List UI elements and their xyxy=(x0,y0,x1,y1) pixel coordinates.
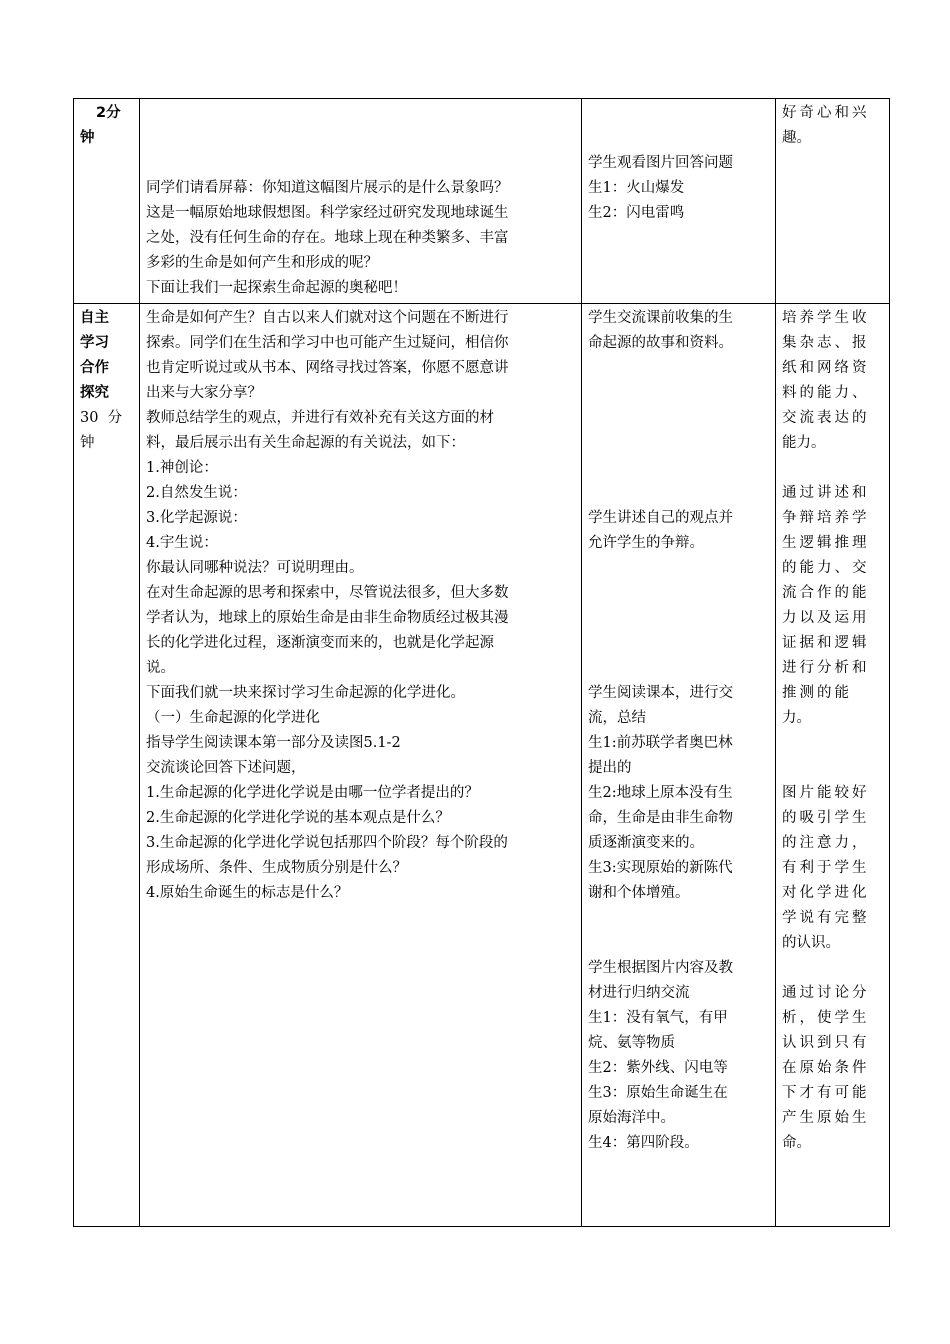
student-line: 烷、氨等物质 xyxy=(588,1035,675,1051)
question-item: 1.生命起源的化学进化学说是由哪一位学者提出的？ xyxy=(146,785,479,801)
stage-time-unit: 钟 xyxy=(80,435,95,451)
intent-group xyxy=(782,781,883,956)
intent-line: 下才有可能 xyxy=(782,1085,870,1101)
teacher-line: 之处，没有任何生命的存在。地球上现在种类繁多、丰富 xyxy=(146,230,509,246)
student-line: 生4：第四阶段。 xyxy=(588,1135,699,1151)
intent-line: 对化学进化 xyxy=(782,885,870,901)
question-item: 3.生命起源的化学进化学说包括那四个阶段？每个阶段的 xyxy=(146,835,508,851)
student-line: 生2:地球上原本没有生 xyxy=(588,785,733,801)
teacher-line: 指导学生阅读课本第一部分及读图5.1-2 xyxy=(146,735,401,751)
stage-label: 学习 xyxy=(80,335,109,351)
student-activity-cell xyxy=(582,99,776,304)
lesson-plan-table xyxy=(73,98,890,1227)
student-line: 生2：紫外线、闪电等 xyxy=(588,1060,728,1076)
student-activity-cell xyxy=(582,304,776,1227)
intent-line: 有利于学生 xyxy=(782,860,870,876)
teacher-line: 教师总结学生的观点，并进行有效补充有关这方面的材 xyxy=(146,410,494,426)
intent-line: 的能力、交 xyxy=(782,560,870,576)
intent-line: 在原始条件 xyxy=(782,1060,870,1076)
intent-group xyxy=(782,306,883,456)
student-line: 生1：火山爆发 xyxy=(588,180,685,196)
intent-line: 流合作的能 xyxy=(782,585,870,601)
intent-group xyxy=(782,981,883,1156)
intent-line: 趣。 xyxy=(782,130,811,146)
teacher-line: 同学们请看屏幕：你知道这幅图片展示的是什么景象吗？ xyxy=(146,180,509,196)
teacher-line: 4.宇生说： xyxy=(146,535,218,551)
teacher-line: 料，最后展示出有关生命起源的有关说法，如下： xyxy=(146,435,465,451)
question-item: 4.原始生命诞生的标志是什么？ xyxy=(146,885,349,901)
intent-line: 集杂志、报 xyxy=(782,335,870,351)
intent-line: 的认识。 xyxy=(782,935,840,951)
student-line: 学生观看图片回答问题 xyxy=(588,155,733,171)
stage-time: 30 分 xyxy=(80,410,123,426)
student-line: 学生交流课前收集的生 xyxy=(588,310,733,326)
intent-line: 的注意力， xyxy=(782,835,870,851)
student-line: 材进行归纳交流 xyxy=(588,985,690,1001)
intent-line: 力。 xyxy=(782,710,811,726)
student-line: 学生讲述自己的观点并 xyxy=(588,510,733,526)
student-line: 提出的 xyxy=(588,760,632,776)
intent-line: 学说有完整 xyxy=(782,910,870,926)
table-row-intro xyxy=(74,99,890,304)
student-line: 生3：原始生命诞生在 xyxy=(588,1085,728,1101)
design-intent-cell xyxy=(776,99,890,304)
intent-line: 能力。 xyxy=(782,435,826,451)
teacher-line: 生命是如何产生？自古以来人们就对这个问题在不断进行 xyxy=(146,310,509,326)
student-line: 谢和个体增殖。 xyxy=(588,885,690,901)
student-line: 生1:前苏联学者奥巴林 xyxy=(588,735,733,751)
student-line: 流，总结 xyxy=(588,710,646,726)
teacher-line: 也肯定听说过或从书本、网络寻找过答案，你愿不愿意讲 xyxy=(146,360,509,376)
teacher-line: 交流谈论回答下述问题， xyxy=(146,760,306,776)
student-line: 原始海洋中。 xyxy=(588,1110,675,1126)
intent-line: 认识到只有 xyxy=(782,1035,870,1051)
intent-line: 通过讨论分 xyxy=(782,985,870,1001)
stage-time: 2分 xyxy=(96,105,121,121)
teacher-line: 下面让我们一起探索生命起源的奥秘吧！ xyxy=(146,280,407,296)
intent-line: 争辩培养学 xyxy=(782,510,870,526)
intent-line: 好奇心和兴 xyxy=(782,105,870,121)
intent-line: 命。 xyxy=(782,1135,811,1151)
student-line: 学生根据图片内容及教 xyxy=(588,960,733,976)
student-group xyxy=(588,506,769,556)
table-row-explore xyxy=(74,304,890,1227)
teacher-line: 说。 xyxy=(146,660,175,676)
intent-group xyxy=(782,481,883,731)
intent-line: 纸和网络资 xyxy=(782,360,870,376)
intent-line: 图片能较好 xyxy=(782,785,870,801)
student-line: 生2：闪电雷鸣 xyxy=(588,205,685,221)
question-item: 2.生命起源的化学进化学说的基本观点是什么？ xyxy=(146,810,450,826)
teacher-line: 出来与大家分享？ xyxy=(146,385,262,401)
teacher-line: 下面我们就一块来探讨学习生命起源的化学进化。 xyxy=(146,685,465,701)
teacher-line: 学者认为，地球上的原始生命是由非生命物质经过极其漫 xyxy=(146,610,509,626)
intent-line: 析，使学生 xyxy=(782,1010,870,1026)
student-line: 质逐渐演变来的。 xyxy=(588,835,704,851)
student-group xyxy=(588,306,769,356)
teacher-line: 这是一幅原始地球假想图。科学家经过研究发现地球诞生 xyxy=(146,205,509,221)
intent-line: 产生原始生 xyxy=(782,1110,870,1126)
section-heading: （一）生命起源的化学进化 xyxy=(146,710,320,726)
student-line: 学生阅读课本，进行交 xyxy=(588,685,733,701)
student-group xyxy=(588,956,769,1156)
teacher-line: 探索。同学们在生活和学习中也可能产生过疑问，相信你 xyxy=(146,335,509,351)
teacher-line: 3.化学起源说： xyxy=(146,510,247,526)
question-item: 形成场所、条件、生成物质分别是什么？ xyxy=(146,860,407,876)
intent-line: 生逻辑推理 xyxy=(782,535,870,551)
teacher-line: 你最认同哪种说法？可说明理由。 xyxy=(146,560,364,576)
student-group xyxy=(588,681,769,906)
intent-line: 力以及运用 xyxy=(782,610,870,626)
intent-line: 证据和逻辑 xyxy=(782,635,870,651)
stage-cell xyxy=(74,99,140,304)
teacher-activity-cell xyxy=(140,99,582,304)
intent-line: 通过讲述和 xyxy=(782,485,870,501)
teacher-line: 在对生命起源的思考和探索中，尽管说法很多，但大多数 xyxy=(146,585,509,601)
teacher-line: 1.神创论： xyxy=(146,460,218,476)
stage-time-unit: 钟 xyxy=(80,130,95,146)
design-intent-cell xyxy=(776,304,890,1227)
teacher-line: 2.自然发生说： xyxy=(146,485,247,501)
student-line: 命起源的故事和资料。 xyxy=(588,335,733,351)
stage-label: 合作 xyxy=(80,360,109,376)
teacher-line: 长的化学进化过程，逐渐演变而来的，也就是化学起源 xyxy=(146,635,494,651)
intent-line: 进行分析和 xyxy=(782,660,870,676)
intent-line: 交流表达的 xyxy=(782,410,870,426)
intent-line: 培养学生收 xyxy=(782,310,870,326)
intent-line: 料的能力、 xyxy=(782,385,870,401)
teacher-line: 多彩的生命是如何产生和形成的呢？ xyxy=(146,255,378,271)
intent-line: 推测的能 xyxy=(782,685,852,701)
stage-cell xyxy=(74,304,140,1227)
stage-label: 自主 xyxy=(80,310,109,326)
student-line: 生3:实现原始的新陈代 xyxy=(588,860,733,876)
student-line: 命，生命是由非生命物 xyxy=(588,810,733,826)
student-line: 允许学生的争辩。 xyxy=(588,535,704,551)
student-line: 生1：没有氧气，有甲 xyxy=(588,1010,728,1026)
intent-line: 的吸引学生 xyxy=(782,810,870,826)
teacher-activity-cell xyxy=(140,304,582,1227)
stage-label: 探究 xyxy=(80,385,109,401)
